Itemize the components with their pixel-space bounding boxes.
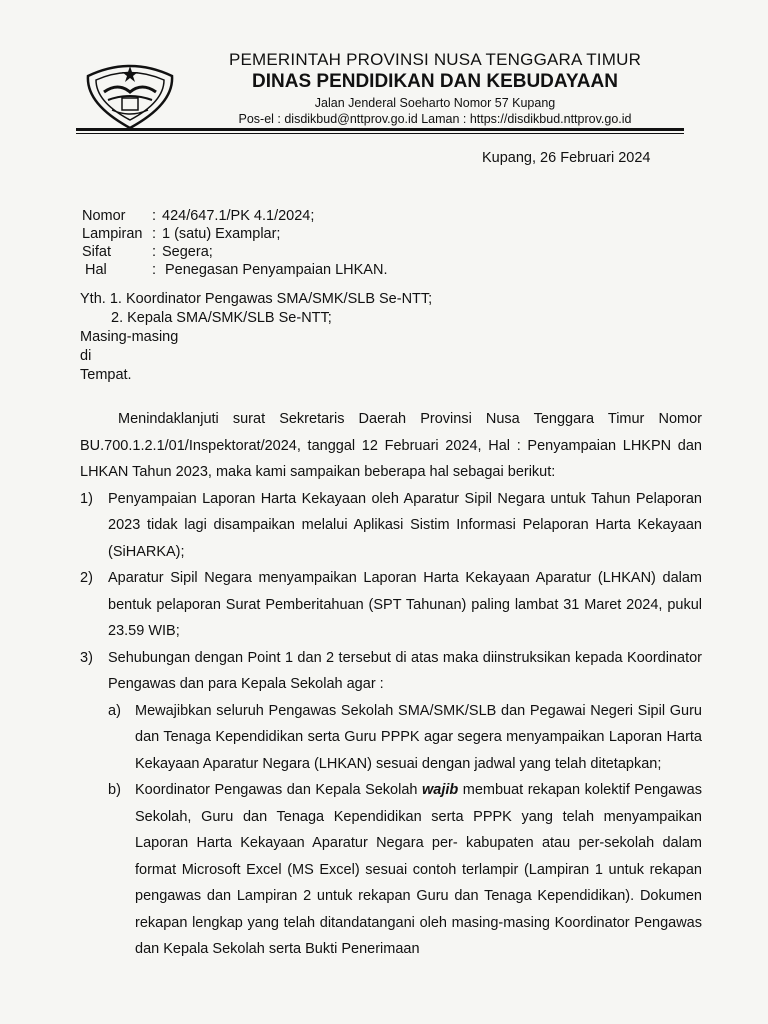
recipient-line-2: 2. Kepala SMA/SMK/SLB Se-NTT; (111, 310, 332, 326)
meta-row-lampiran: Lampiran : 1 (satu) Examplar; (82, 226, 281, 242)
list-item (80, 645, 702, 698)
agency-name: DINAS PENDIDIKAN DAN KEBUDAYAAN (252, 71, 618, 92)
agency-contact: Pos-el : disdikbud@nttprov.go.id Laman : https://disdikbud.nttprov.go.id (238, 112, 632, 126)
sub-list-letter: b) (108, 782, 121, 798)
recipient-line-5: Tempat. (80, 367, 132, 383)
recipient-line-4: di (80, 348, 92, 364)
government-name: PEMERINTAH PROVINSI NUSA TENGGARA TIMUR (228, 50, 642, 69)
meta-key: Lampiran (82, 226, 143, 242)
meta-value: 424/647.1/PK 4.1/2024; (162, 208, 315, 224)
letterhead-divider-thin (76, 133, 684, 134)
meta-value: Penegasan Penyampaian LHKAN. (165, 262, 388, 278)
emphasis-wajib: wajib (421, 782, 459, 798)
letterhead-divider-thick (76, 128, 684, 131)
sub-list-text: Mewajibkan seluruh Pengawas Sekolah SMA/SMK/SLB dan Pegawai Negeri Sipil Guru dan Tenaga Kependidikan serta Guru PPPK agar segera menyampaikan Laporan Harta Kekayaan Aparatur Negara (LHKAN) sesuai dengan jadwal yang telah ditetapkan; (135, 702, 702, 772)
meta-value: 1 (satu) Examplar; (162, 226, 281, 242)
letter-meta (82, 207, 387, 279)
intro-paragraph (80, 406, 702, 486)
list-number: 1) (80, 490, 93, 507)
meta-row-sifat: Sifat : Segera; (82, 244, 213, 260)
sub-list-letter: a) (108, 702, 121, 719)
sub-list-text-after: membuat rekapan kolektif Pengawas Sekolah, Guru dan Tenaga Kependidikan serta PPPK yang telah menyampaikan Laporan Harta Kekayaan Aparatur Negara per- kabupaten atau per-sekolah dalam format Microsoft Excel (MS Excel) sesuai contoh terlampir (Lampiran 1 untuk rekapan pengawas dan Lampiran 2 untuk rekapan Guru dan Tenaga Kependidikan). Dokumen rekapan lengkap yang telah ditandatangani oleh masing-masing Koordinator Pengawas dan Kepala Sekolah serta Bukti Penerimaan (135, 782, 702, 957)
recipient-address (80, 290, 432, 385)
intro-text: Menindaklanjuti surat Sekretaris Daerah Provinsi Nusa Tenggara Timur Nomor BU.700.1.2.1/01/Inspektorat/2024, tanggal 12 Februari 2024, Hal : Penyampaian LHKPN dan LHKAN Tahun 2023, maka kami sampaikan beberapa hal sebagai berikut: (80, 411, 702, 480)
letter-date: Kupang, 26 Februari 2024 (482, 150, 651, 166)
meta-row-hal: Hal : Penegasan Penyampaian LHKAN. (82, 261, 387, 279)
list-item (80, 565, 702, 645)
sub-list-item (80, 698, 702, 778)
sub-list-item (80, 777, 702, 963)
ntt-emblem-logo (82, 52, 178, 132)
meta-value: Segera; (162, 244, 213, 260)
meta-row-nomor: Nomor : 424/647.1/PK 4.1/2024; (82, 208, 315, 224)
list-text: Aparatur Sipil Negara menyampaikan Laporan Harta Kekayaan Aparatur (LHKAN) dalam bentuk pelaporan Surat Pemberitahuan (SPT Tahunan) paling lambat 31 Maret 2024, pukul 23.59 WIB; (108, 570, 702, 639)
meta-key: Nomor (82, 208, 126, 224)
meta-key: Hal (85, 262, 107, 278)
recipient-line-3: Masing-masing (80, 329, 179, 345)
list-text: Sehubungan dengan Point 1 dan 2 tersebut di atas maka diinstruksikan kepada Koordinator Pengawas dan para Kepala Sekolah agar : (108, 649, 702, 692)
list-text: Penyampaian Laporan Harta Kekayaan oleh Aparatur Sipil Negara untuk Tahun Pelaporan 2023 tidak lagi disampaikan melalui Aplikasi Sistim Informasi Pelaporan Harta Kekayaan (SiHARKA); (108, 490, 702, 560)
list-item (80, 486, 702, 566)
list-number: 2) (80, 570, 93, 586)
letter-body (80, 406, 702, 963)
letterhead (195, 50, 675, 126)
recipient-line-1: Yth. 1. Koordinator Pengawas SMA/SMK/SLB Se-NTT; (80, 291, 433, 307)
meta-key: Sifat (82, 244, 112, 260)
agency-address: Jalan Jenderal Soeharto Nomor 57 Kupang (314, 96, 556, 110)
sub-list-text-before: Koordinator Pengawas dan Kepala Sekolah (135, 782, 418, 798)
list-number: 3) (80, 649, 93, 666)
